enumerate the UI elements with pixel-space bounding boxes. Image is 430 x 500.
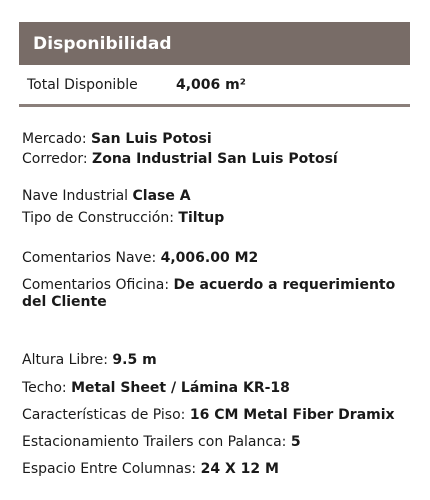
clear-height-value: 9.5 m — [112, 352, 157, 368]
total-available-label: Total Disponible — [27, 77, 138, 93]
roof-row — [22, 380, 422, 397]
corridor-label: Corredor: — [22, 151, 88, 167]
market-value: San Luis Potosi — [91, 131, 212, 147]
roof-value: Metal Sheet / Lámina KR-18 — [71, 380, 290, 396]
clear-height-row — [22, 352, 422, 369]
roof-label: Techo: — [22, 380, 67, 396]
market-row — [22, 131, 422, 148]
column-spacing-value: 24 X 12 M — [200, 461, 279, 477]
section-divider — [19, 104, 410, 107]
floor-label: Características de Piso: — [22, 407, 186, 423]
warehouse-class-row — [22, 188, 422, 205]
warehouse-class-value: Clase A — [132, 188, 191, 204]
floor-value: 16 CM Metal Fiber Dramix — [189, 407, 395, 423]
construction-type-label: Tipo de Construcción: — [22, 210, 174, 226]
column-spacing-label: Espacio Entre Columnas: — [22, 461, 197, 477]
warehouse-comments-row — [22, 250, 422, 267]
warehouse-comments-value: 4,006.00 M2 — [160, 250, 259, 266]
trailer-parking-row — [22, 434, 422, 451]
market-label: Mercado: — [22, 131, 87, 147]
trailer-parking-label: Estacionamiento Trailers con Palanca: — [22, 434, 287, 450]
construction-type-row — [22, 210, 422, 227]
clear-height-label: Altura Libre: — [22, 352, 108, 368]
corridor-row — [22, 151, 422, 168]
corridor-value: Zona Industrial San Luis Potosí — [92, 151, 338, 167]
total-available-value: 4,006 m² — [176, 77, 246, 93]
office-comments-row — [22, 277, 412, 311]
total-available-row — [27, 75, 407, 95]
warehouse-comments-label: Comentarios Nave: — [22, 250, 157, 266]
warehouse-class-label: Nave Industrial — [22, 188, 129, 204]
floor-row — [22, 407, 422, 424]
construction-type-value: Tiltup — [178, 210, 225, 226]
availability-header — [19, 22, 410, 65]
trailer-parking-value: 5 — [290, 434, 301, 450]
office-comments-label: Comentarios Oficina: — [22, 277, 170, 293]
column-spacing-row — [22, 461, 422, 478]
office-comments-value: De acuerdo a requerimiento del Cliente — [22, 277, 396, 310]
section-title: Disponibilidad — [33, 33, 172, 54]
